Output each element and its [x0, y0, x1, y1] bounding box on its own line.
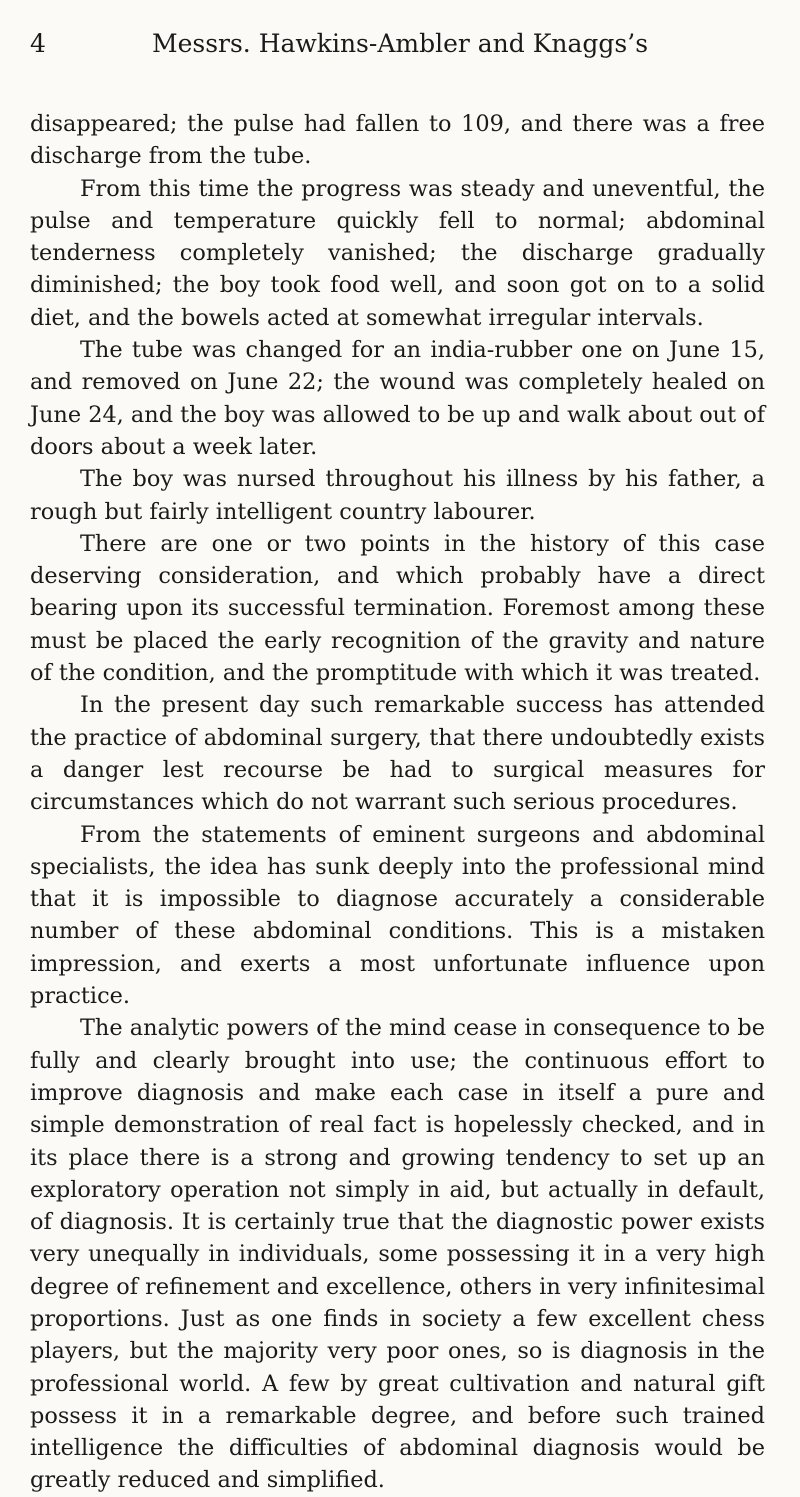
page-number: 4: [30, 29, 46, 58]
paragraph: From the statements of eminent surgeons and abdominal specialists, the idea has sunk deeply into the professional mind that it is impossible to diagnose accurately a considerable number of these abdominal conditions. This is a mistaken impression, and exerts a most unfortunate influence upon practice.: [30, 821, 765, 1010]
paragraph: The boy was nursed throughout his illness by his father, a rough but fairly intelligent country labourer.: [30, 466, 765, 525]
paragraph: disappeared; the pulse had fallen to 109, and there was a free discharge from the tube.: [30, 111, 765, 170]
paragraph: The analytic powers of the mind cease in consequence to be fully and clearly brought into use; the continuous effort to improve diagnosis and make each case in itself a pure and simple demonstration of real fact is hopelessly checked, and in its place there is a strong and growing tendency to set up an exploratory operation not simply in aid, but actually in default, of diagnosis. It is certainly true that the diagnostic power exists very unequally in individuals, some possessing it in a very high degree of refinement and excellence, others in very infinitesimal proportions. Just as one finds in society a few excellent chess players, but the majority very poor ones, so is diagnosis in the professional world. A few by great cultivation and natural gift possess it in a remarkable degree, and before such trained intelligence the difficulties of abdominal diagnosis would be greatly reduced and simplified.: [30, 1015, 765, 1494]
paragraph: From this time the progress was steady and uneventful, the pulse and temperature quickly fell to normal; abdominal tenderness completely vanished; the discharge gradually diminished; the boy took food well, and soon got on to a solid diet, and the bowels acted at somewhat irregular intervals.: [30, 175, 765, 331]
running-title: Messrs. Hawkins-Ambler and Knaggs’s: [151, 29, 649, 58]
paragraph: The tube was changed for an india-rubber one on June 15, and removed on June 22; the wound was completely healed on June 24, and the boy was allowed to be up and walk about out of doors about a week later.: [30, 337, 765, 460]
paragraph: There are one or two points in the history of this case deserving consideration, and which probably have a direct bearing upon its successful termination. Foremost among these must be placed the early recognition of the gravity and nature of the condition, and the promptitude with which it was treated.: [30, 530, 765, 687]
paragraph: In the present day such remarkable success has attended the practice of abdominal surgery, that there undoubtedly exists a danger lest recourse be had to surgical measures for circumstances which do not warrant such serious procedures.: [30, 692, 765, 816]
page-header: [30, 24, 770, 64]
body-text: [30, 108, 765, 1497]
